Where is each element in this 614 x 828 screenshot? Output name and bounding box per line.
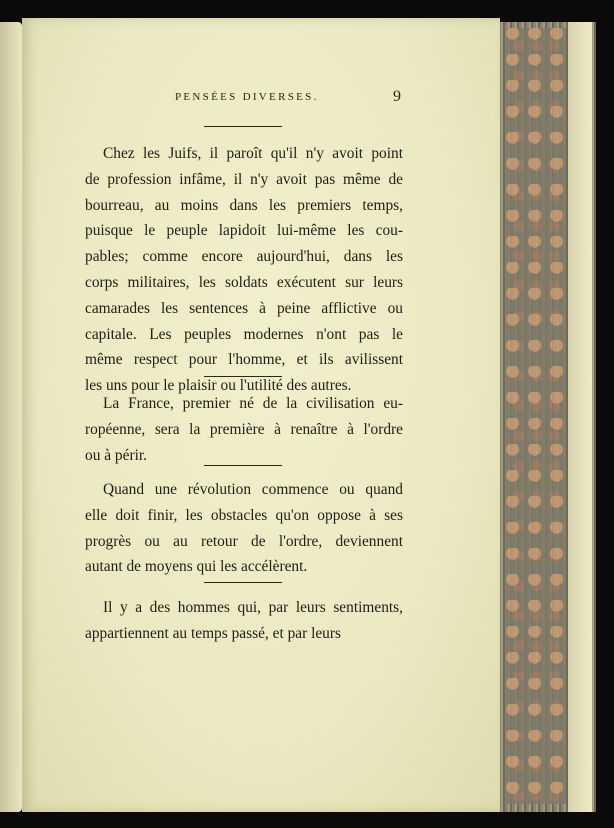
- book-cover-edge: [568, 22, 592, 812]
- running-head: PENSÉES DIVERSES.: [175, 91, 319, 103]
- text-line: pables; comme encore aujourd'hui, dans les: [85, 248, 403, 266]
- section-divider: [204, 126, 282, 127]
- text-line: camarades les sentences à peine afflictive ou: [85, 299, 403, 317]
- section-divider: [204, 582, 282, 583]
- page-number: 9: [393, 88, 401, 105]
- paragraph-3: [85, 477, 403, 580]
- text-line: de profession infâme, il n'y avoit pas même de: [85, 170, 403, 188]
- text-line: appartiennent au temps passé, et par leurs: [85, 624, 341, 642]
- text-line: puisque le peuple lapidoit lui-même les cou-: [85, 222, 403, 240]
- text-line: Quand une révolution commence ou quand: [103, 481, 403, 498]
- text-line: ropéenne, sera la première à renaître à l'ordre: [85, 420, 403, 438]
- text-line: progrès ou au retour de l'ordre, deviennent: [85, 532, 403, 550]
- facing-page-edge: [0, 22, 22, 812]
- text-line: les uns pour le plaisir ou l'utilité des autres.: [85, 377, 352, 395]
- text-line: Il y a des hommes qui, par leurs sentiments,: [103, 599, 403, 616]
- text-line: corps militaires, les soldats exécutent sur leurs: [85, 273, 403, 291]
- section-divider: [204, 376, 282, 377]
- text-line: ou à périr.: [85, 446, 147, 464]
- text-line: autant de moyens qui les accélèrent.: [85, 558, 308, 576]
- text-line: elle doit finir, les obstacles qu'on oppose à ses: [85, 506, 403, 524]
- text-line: Chez les Juifs, il paroît qu'il n'y avoit point: [103, 145, 403, 162]
- section-divider: [204, 465, 282, 466]
- text-line: même respect pour l'homme, et ils avilissent: [85, 351, 403, 369]
- book-page-edges: [498, 22, 596, 812]
- text-line: La France, premier né de la civilisation eu-: [103, 395, 403, 412]
- text-line: bourreau, au moins dans les premiers temps,: [85, 196, 403, 214]
- marbled-edge: [506, 28, 566, 804]
- paragraph-4: [85, 595, 403, 647]
- text-line: capitale. Les peuples modernes n'ont pas le: [85, 325, 403, 343]
- paragraph-2: [85, 391, 403, 468]
- paragraph-1: [85, 141, 403, 399]
